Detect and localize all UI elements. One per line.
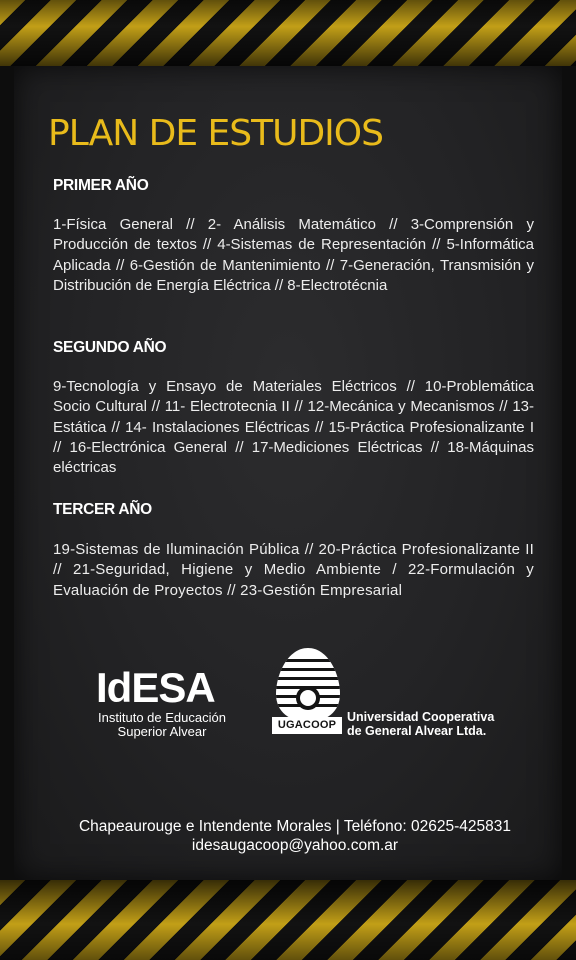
section-body-primer-ano: 1-Física General // 2- Análisis Matemático // 3-Comprensión y Producción de textos // 4-Sistemas de Representación // 5-Informática Aplicada // 6-Gestión de Mantenimiento // 7-Generación, Transmisión y Distribución de Energía Eléctrica // 8-Electrotécnia [53,216,534,294]
frame-left [0,66,14,880]
page-title: PLAN DE ESTUDIOS [48,113,383,154]
ugacoop-badge: UGACOOP [272,717,342,734]
ugacoop-name-line-2: de General Alvear Ltda. [347,724,487,738]
hazard-stripe-bottom [0,880,576,960]
idesa-logo-subtitle-1: Instituto de Educación [98,710,226,725]
section-heading-primer-ano: PRIMER AÑO [53,177,149,194]
ugacoop-name-line-1: Universidad Cooperativa [347,710,495,724]
section-body-tercer-ano: 19-Sistemas de Iluminación Pública // 20-Práctica Profesionalizante II // 21-Seguridad, Higiene y Medio Ambiente / 22-Formulación y Evaluación de Proyectos // 23-Gestión Empresarial [53,541,534,599]
section-heading-segundo-ano: SEGUNDO AÑO [53,339,167,356]
idesa-logo-wordmark: IdESA [96,664,215,711]
footer-address: Chapeaurouge e Intendente Morales | Teléfono: 02625-425831 [78,818,512,835]
footer-email[interactable]: idesaugacoop@yahoo.com.ar [191,837,399,854]
idesa-logo-subtitle-2: Superior Alvear [117,724,207,739]
hazard-stripe-top [0,0,576,66]
section-body-segundo-ano: 9-Tecnología y Ensayo de Materiales Eléctricos // 10-Problemática Socio Cultural // 11- Electrotecnia II // 12-Mecánica y Mecanismos // 13-Estática // 14- Instalaciones Eléctricas // 15-Práctica Profesionalizante I // 16-Electrónica General // 17-Mediciones Eléctricas // 18-Máquinas eléctricas [53,378,534,477]
ugacoop-egg-icon [272,646,344,726]
frame-right [562,66,576,880]
section-heading-tercer-ano: TERCER AÑO [53,501,152,518]
ugacoop-logo [270,646,520,746]
idesa-logo [82,666,242,742]
